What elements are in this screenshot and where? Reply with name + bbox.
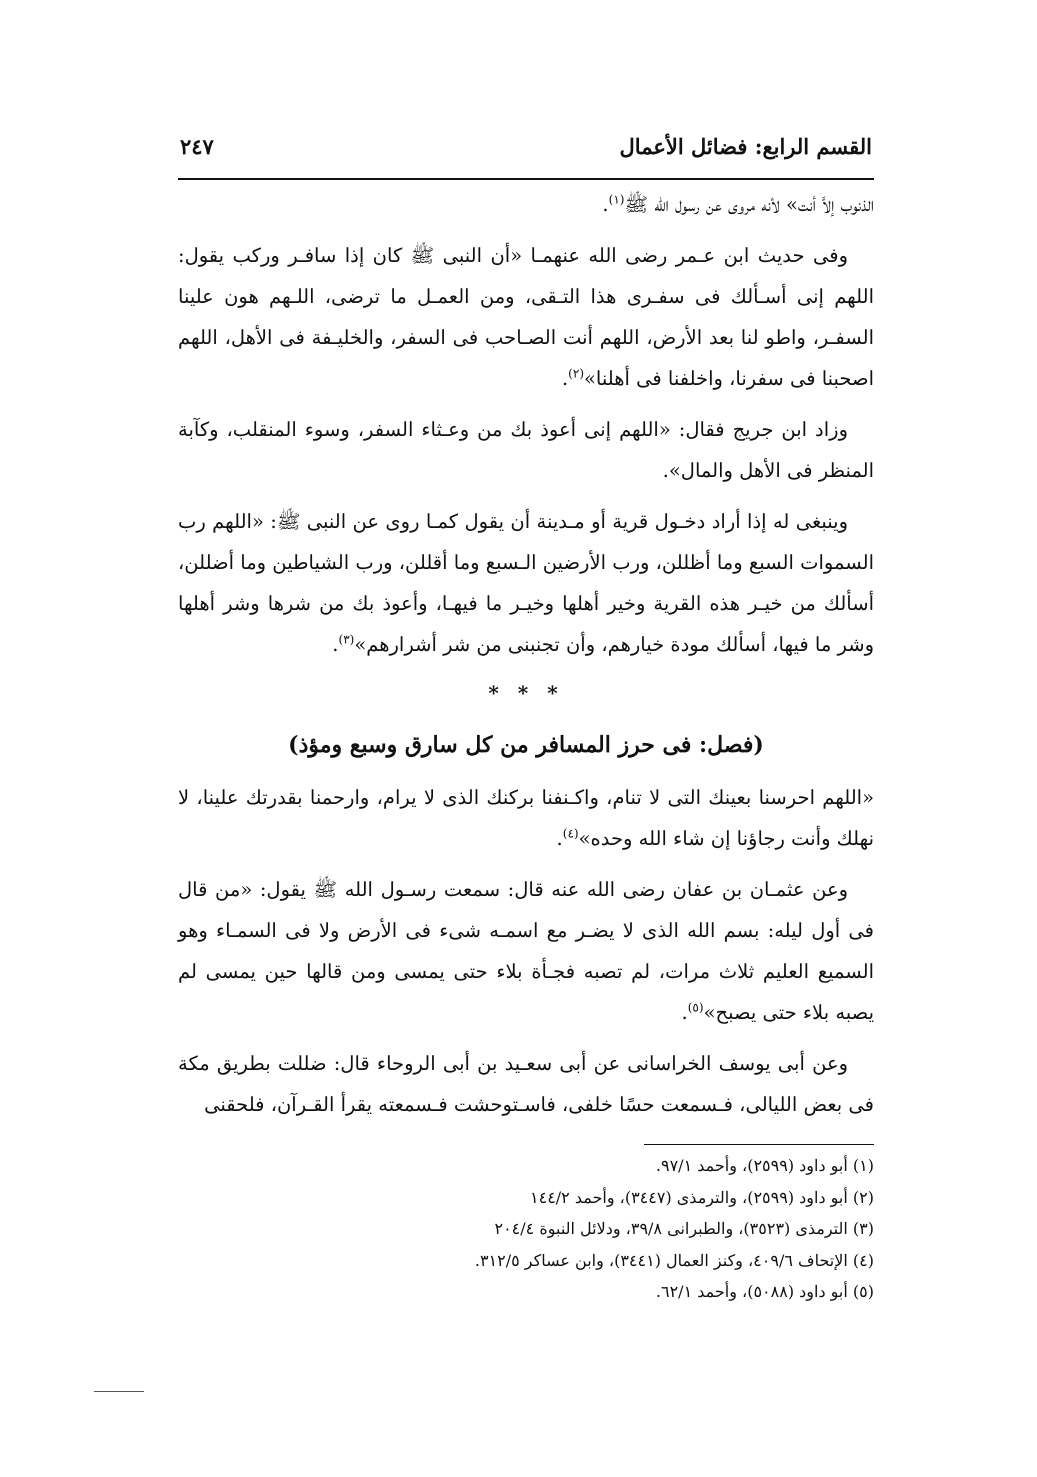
paragraph-5-text: «اللهم احرسنا بعينك التى لا تنام، واكـنفنا بركنك الذى لا يرام، وارحمنا بقدرتك علينا، لا نهلك وأنت رجاؤنا إن شاء الله وحده» [178,786,874,850]
section-heading: (فصل: فى حرز المسافر من كل سارق وسبع ومؤذ) [288,732,764,758]
paragraph-4 [178,501,874,665]
footnote-ref-4: (٤) [562,826,579,841]
footnote-ref-2: (٢) [568,366,584,381]
paragraph-3-text: وزاد ابن جريج فقال: «اللهم إنى أعوذ بك من وعـثاء السفر، وسوء المنقلب، وكآبة المنظر فى الأهل والمال». [178,418,874,482]
paragraph-2-end: . [561,367,569,390]
header-rule [178,178,874,180]
footnote-1: (١) أبو داود (٢٥٩٩)، وأحمد ٩٧/١. [655,1156,874,1175]
page-header [180,130,872,174]
footnote-rule [644,1144,874,1145]
footnote-2: (٢) أبو داود (٢٥٩٩)، والترمذى (٣٤٤٧)، وأحمد ١٤٤/٢ [530,1187,874,1207]
footnote-ref-1: (١) [608,192,625,207]
paragraph-1-text: الذنوب إلاَّ أنت» لأنه مروى عن رسول الله ﷺ [624,193,874,216]
footnote-ref-3: (٣) [338,632,355,647]
paragraph-6-text: وعن عثمـان بن عفان رضى الله عنه قال: سمعت رسـول الله ﷺ يقول: «من قال فى أول ليله: بسم الله الذى لا يضـر مع اسمـه شىء فى الأرض ولا فى السمـاء وهو السميع العليم ثلاث مرات، لم تصبه فجـأة بلاء حتى يمسى ومن قالها حين يمسى لم يصبه بلاء حتى يصبح» [178,878,874,1024]
paragraph-2 [178,235,874,399]
footnote-4: (٤) الإتحاف ٤٠٩/٦، وكنز العمال (٣٤٤١)، وابن عساكر ٣١٢/٥. [474,1250,874,1270]
body-text [178,184,874,1135]
paragraph-7-text: وعن أبى يوسف الخراسانى عن أبى سعـيد بن أبى الروحاء قال: ضللت بطريق مكة فى بعض الليالى، فـسمعت حسًا خلفى، فاسـتوحشت فـسمعته يقرأ القـرآن، فلحقنى [178,1052,874,1116]
scan-mark [94,1391,144,1392]
footnotes [178,1150,874,1308]
paragraph-3 [178,409,874,491]
footnote-ref-5: (٥) [687,1000,704,1015]
paragraph-2-text: وفى حديث ابن عـمر رضى الله عنهمـا «أن النبى ﷺ كان إذا سافـر وركب يقول: اللهم إنى أسـألك فى سفـرى هذا التـقى، ومن العمـل ما ترضى، اللـهم هون علينا السفـر، واطو لنا بعد الأرض، اللهم أنت الصـاحب فى السفر، والخليـفة فى الأهل، اللهم اصحبنا فى سفرنا، واخلفنا فى أهلنا» [178,244,874,390]
running-title: القسم الرابع: فضائل الأعمال [619,134,872,159]
section-separator: * * * [488,681,564,705]
paragraph-5 [178,777,874,859]
page-number: ٢٤٧ [180,134,214,159]
paragraph-7 [178,1043,874,1125]
paragraph-1 [178,184,874,225]
paragraph-6-end: . [681,1001,688,1024]
paragraph-1-end: . [602,193,609,216]
footnote-5: (٥) أبو داود (٥٠٨٨)، وأحمد ٦٢/١. [655,1282,874,1301]
footnote-3: (٣) الترمذى (٣٥٢٣)، والطبرانى ٣٩/٨، ودلائل النبوة ٢٠٤/٤ [494,1219,874,1238]
paragraph-4-text: وينبغى له إذا أراد دخـول قرية أو مـدينة أن يقول كمـا روى عن النبى ﷺ: «اللهم رب السموات السبع وما أظللن، ورب الأرضين الـسبع وما أقللن، ورب الشياطين وما أضللن، أسألك من خيـر هذه القرية وخير أهلها وخيـر ما فيهـا، وأعوذ بك من شرها وشر أهلها وشر ما فيها، أسألك مودة خيارهم، وأن تجنبنى من شر أشرارهم» [178,510,874,656]
paragraph-5-end: . [556,827,563,850]
paragraph-6 [178,869,874,1033]
paragraph-4-end: . [332,633,339,656]
